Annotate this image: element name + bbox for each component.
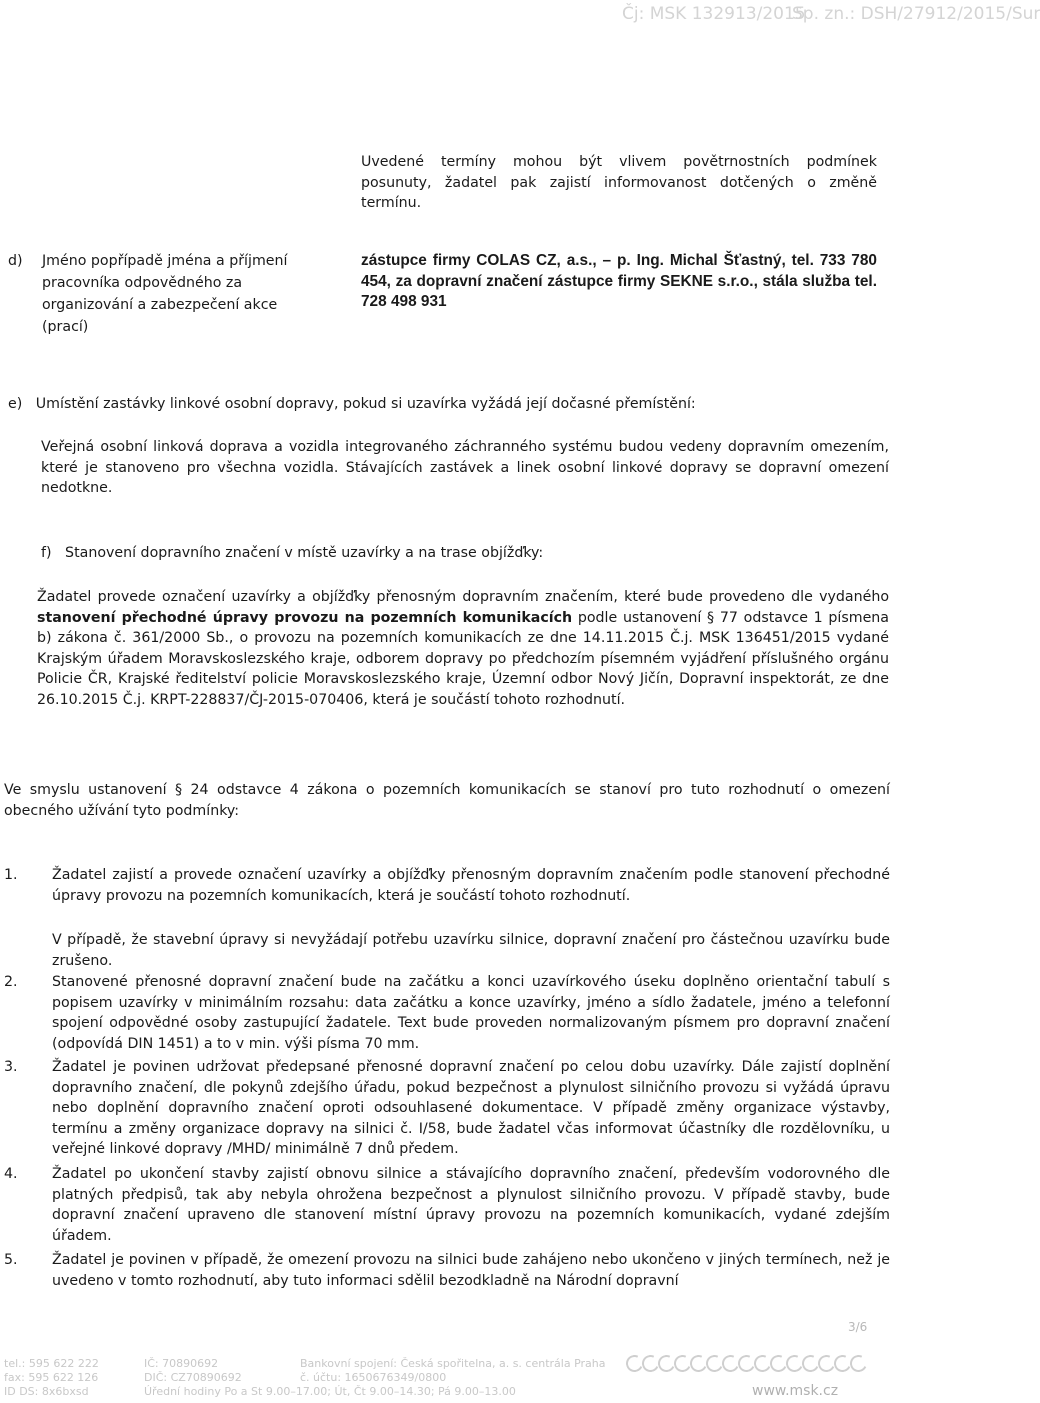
footer-account: č. účtu: 1650676349/0800 xyxy=(300,1371,447,1384)
section-f-text xyxy=(37,587,889,710)
footer-website[interactable]: www.msk.cz xyxy=(752,1383,839,1399)
condition-text: Žadatel zajistí a provede označení uzavírky a objížďky přenosným dopravním značením podle stanovení přechodné úpravy provozu na pozemních komunikacích, která je součástí tohoto rozhodnutí. xyxy=(52,867,890,904)
condition-number: 1. xyxy=(4,867,18,883)
section-f-heading: f) Stanovení dopravního značení v místě uzavírky a na trase objížďky: xyxy=(41,545,544,561)
section-d-value: zástupce firmy COLAS CZ, a.s., – p. Ing. Michal Šťastný, tel. 733 780 454, za dopravní značení zástupce firmy SEKNE s.r.o., stála služba tel. 728 498 931 xyxy=(361,252,877,310)
footer-dic: DIČ: CZ70890692 xyxy=(144,1371,242,1384)
footer-ic: IČ: 70890692 xyxy=(144,1357,219,1370)
condition-number: 4. xyxy=(4,1166,18,1182)
section-f-text-end: podle ustanovení § 77 odstavce 1 písmena b) zákona č. 361/2000 Sb., o provozu na pozemních komunikacích ze dne 14.11.2015 Č.j. MSK 136451/2015 vydané Krajským úřadem Moravskoslezského kraje, odborem dopravy po předchozím písemném vyjádření příslušného orgánu Policie ČR, Krajské ředitelství policie Moravskoslezského kraje, Územní odbor Nový Jičín, Dopravní inspektorát, ze dne 26.10.2015 Č.j. KRPT-228837/ČJ-2015-070406, která je součástí tohoto rozhodnutí. xyxy=(37,609,889,708)
section-f-text-bold: stanovení přechodné úpravy provozu na pozemních komunikacích xyxy=(37,609,573,626)
condition-number: 2. xyxy=(4,974,18,990)
section-e-heading: e) Umístění zastávky linkové osobní dopravy, pokud si uzavírka vyžádá její dočasné přemístění: xyxy=(8,396,696,412)
document-header xyxy=(0,4,1040,32)
condition-number: 3. xyxy=(4,1059,18,1075)
region-logo-pattern xyxy=(626,1355,892,1375)
conditions-intro: Ve smyslu ustanovení § 24 odstavce 4 zákona o pozemních komunikacích se stanoví pro tuto rozhodnutí o omezení obecného užívání tyto podmínky: xyxy=(4,782,890,819)
footer-tel: tel.: 595 622 222 xyxy=(4,1357,99,1370)
condition-text: Žadatel je povinen v případě, že omezení provozu na silnici bude zahájeno nebo ukončeno v jiných termínech, než je uvedeno v tomto rozhodnutí, aby tuto informaci sdělil bezodkladně na Národní dopravní xyxy=(52,1252,890,1289)
condition-text: Stanovené přenosné dopravní značení bude na začátku a konci uzavírkového úseku doplněno orientační tabulí s popisem uzavírky v minimálním rozsahu: data začátku a konce uzavírky, jméno a sídlo žadatele, jméno a telefonní spojení odpovědné osoby zastupující žadatele. Text bude proveden normalizovaným písmem pro dopravní značení (odpovídá DIN 1451) a to v min. výši písma 70 mm. xyxy=(52,974,890,1052)
footer-fax: fax: 595 622 126 xyxy=(4,1371,99,1384)
page-number: 3/6 xyxy=(848,1320,868,1334)
condition-text: Žadatel po ukončení stavby zajistí obnovu silnice a stávajícího dopravního značení, především vodorovného dle platných předpisů, tak aby nebyla ohrožena bezpečnost a plynulost silničního provozu. V případě stavby, bude dopravní značení upraveno dle stanovení místní úpravy provozu na pozemních komunikacích, vydané zdejším úřadem. xyxy=(52,1166,890,1244)
section-e-text: Veřejná osobní linková doprava a vozidla integrovaného záchranného systému budou vedeny dopravním omezením, které je stanoveno pro všechna vozidla. Stávajících zastávek a linek osobní linkové dopravy se dopravní omezení nedotkne. xyxy=(41,439,889,496)
section-d-letter: d) xyxy=(8,253,23,269)
schedule-note: Uvedené termíny mohou být vlivem povětrnostních podmínek posunuty, žadatel pak zajistí informovanost dotčených o změně termínu. xyxy=(361,154,877,211)
file-mark: Sp. zn.: DSH/27912/2015/Sur xyxy=(792,4,1040,24)
footer-data-box: ID DS: 8x6bxsd xyxy=(4,1385,89,1398)
footer-bank: Bankovní spojení: Česká spořitelna, a. s. centrála Praha xyxy=(300,1357,606,1370)
condition-extra-text: V případě, že stavební úpravy si nevyžádají potřebu uzavírku silnice, dopravní značení pro částečnou uzavírku bude zrušeno. xyxy=(52,932,890,969)
condition-number: 5. xyxy=(4,1252,18,1268)
section-f-text-start: Žadatel provede označení uzavírky a objížďky přenosným dopravním značením, které bude provedeno dle vydaného xyxy=(37,589,889,605)
reference-number: Čj: MSK 132913/2015 xyxy=(622,4,806,24)
condition-text: Žadatel je povinen udržovat předepsané přenosné dopravní značení po celou dobu uzavírky. Dále zajistí doplnění dopravního značení, dle pokynů zdejšího úřadu, pokud bezpečnost a plynulost silničního provozu si vyžádá úpravu nebo doplnění dopravního značení oproti odsouhlasené dokumentace. V případě změny organizace výstavby, termínu a změny organizace dopravy na silnici č. I/58, bude žadatel včas informovat účastníky dle rozdělovníku, u veřejné linkové dopravy /MHD/ minimálně 7 dnů předem. xyxy=(52,1059,890,1157)
section-d-label: Jméno popřípadě jména a příjmení pracovníka odpovědného za organizování a zabezpečení akce (prací) xyxy=(42,253,288,335)
footer-office-hours: Úřední hodiny Po a St 9.00–17.00; Út, Čt 9.00–14.30; Pá 9.00–13.00 xyxy=(144,1385,516,1398)
